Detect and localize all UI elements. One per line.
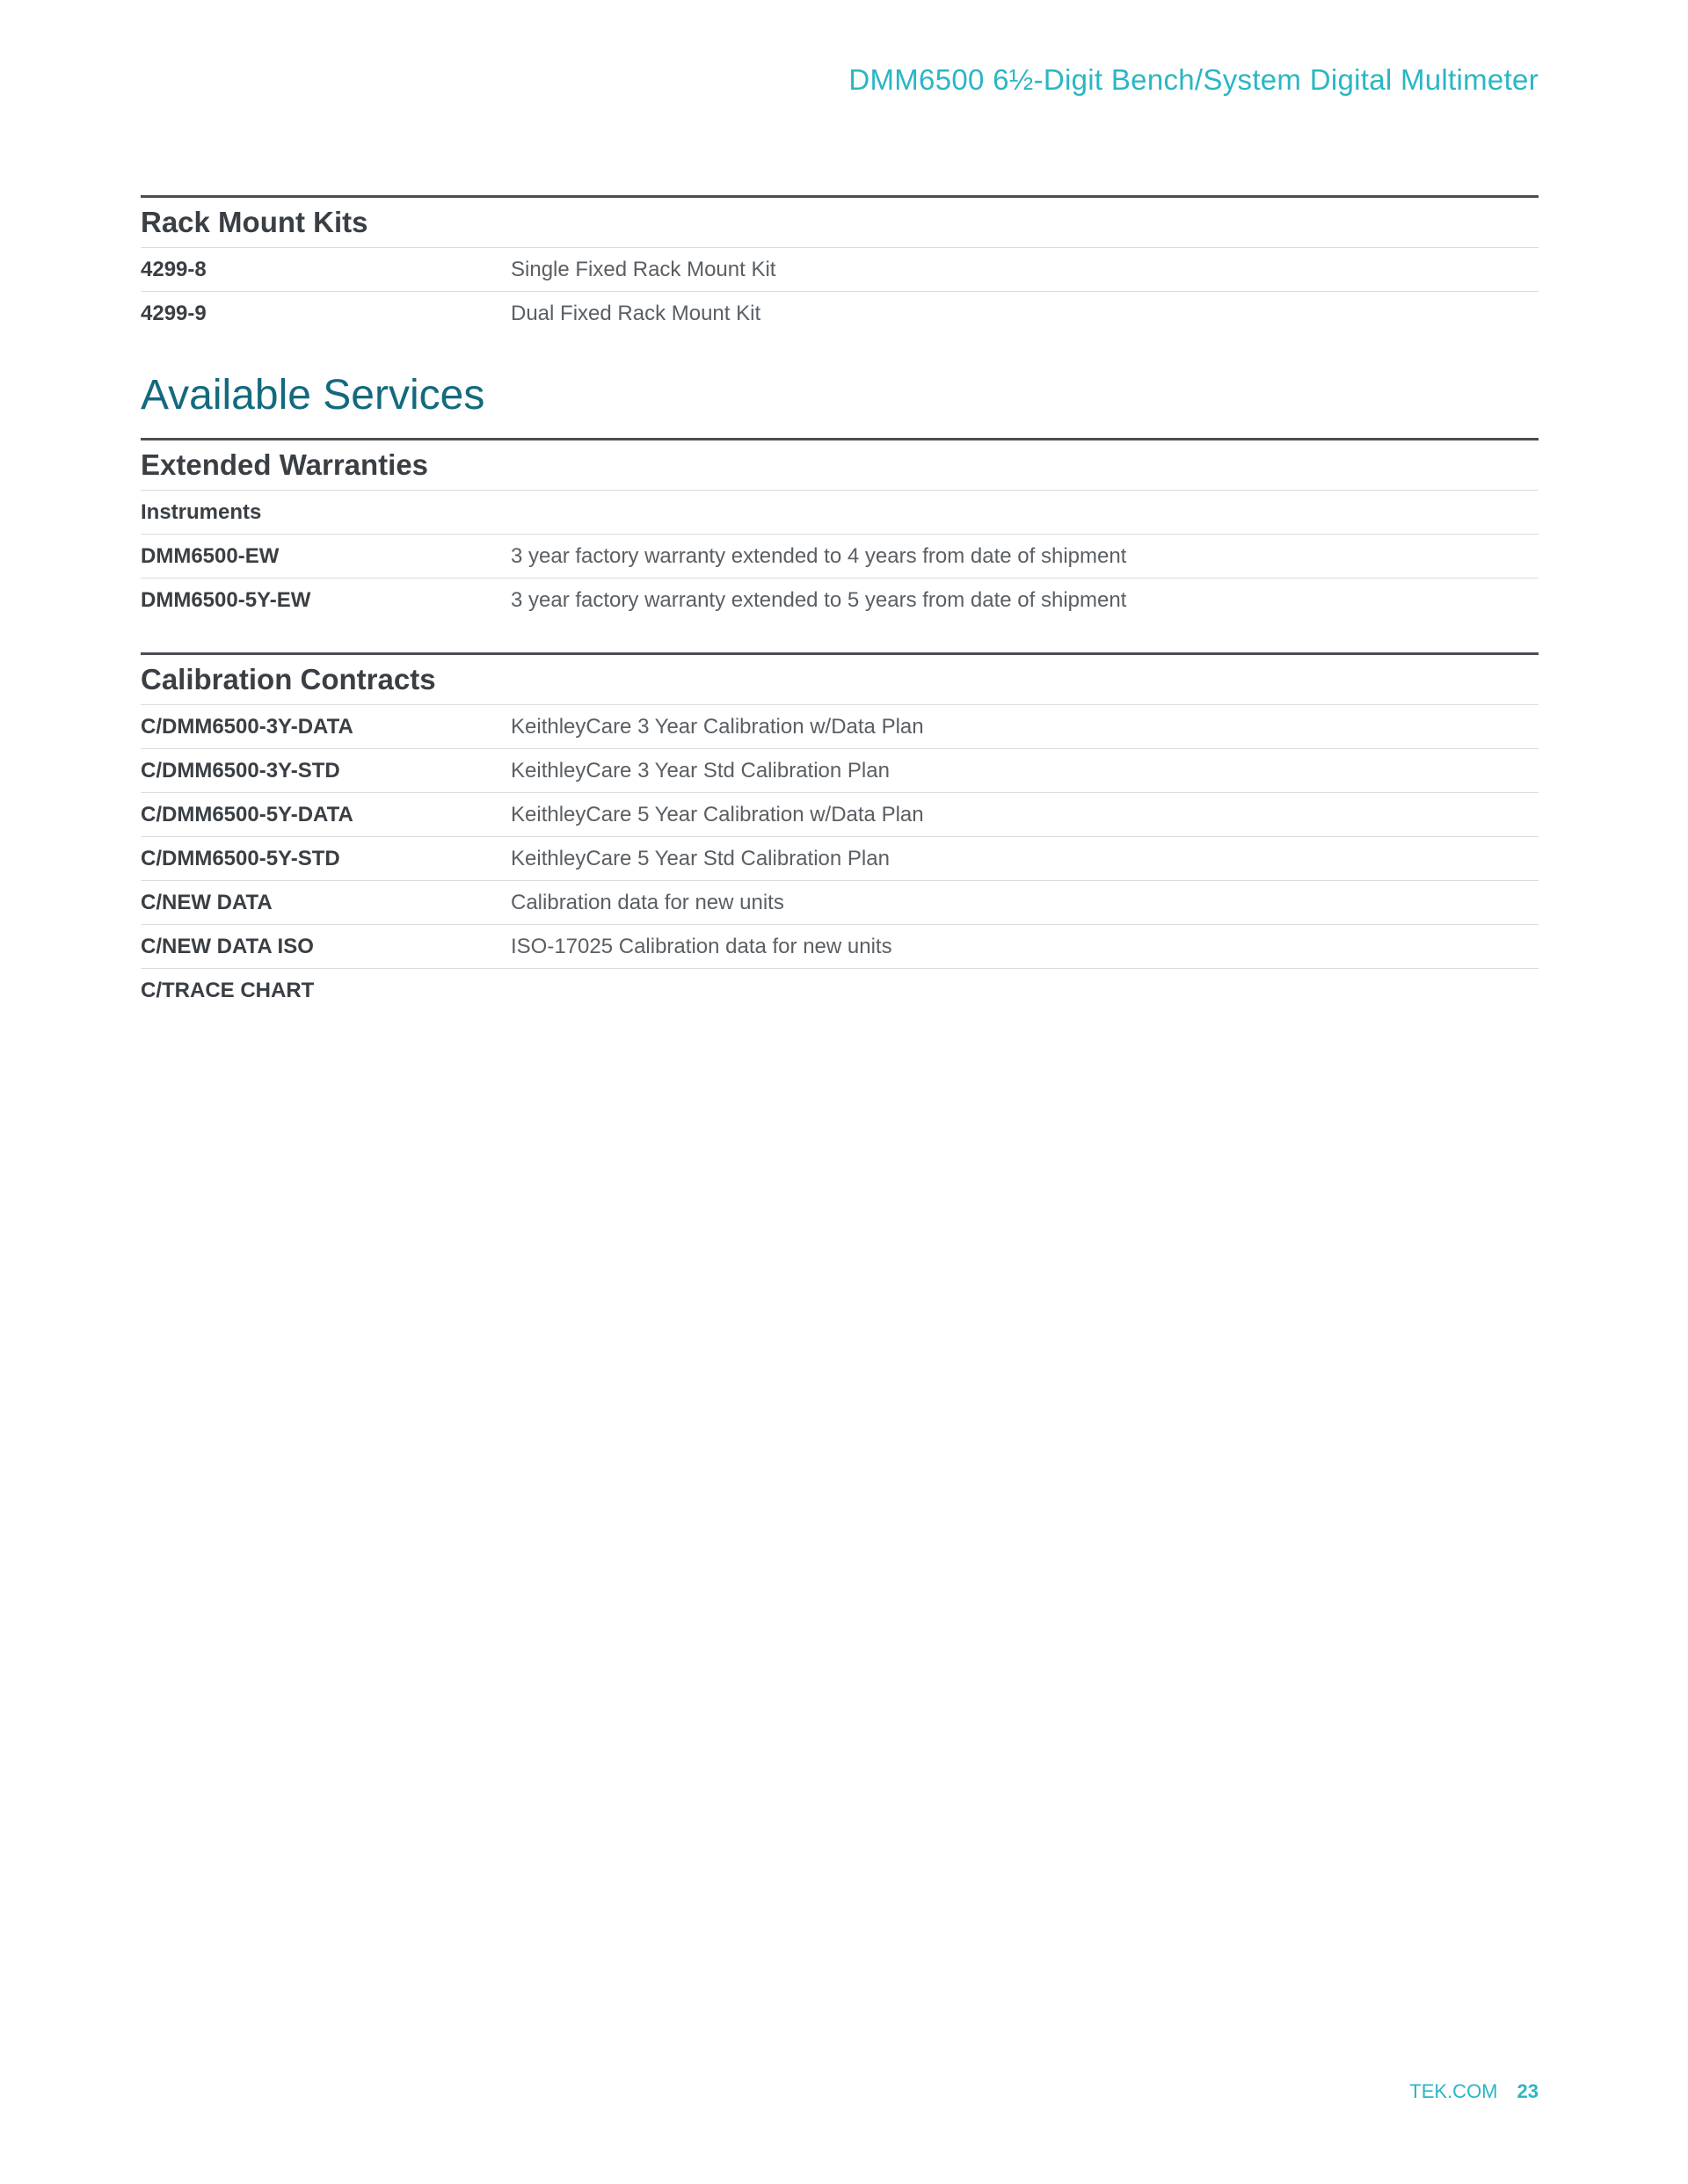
table-row bbox=[141, 579, 1539, 622]
table-row bbox=[141, 881, 1539, 925]
product-description: Calibration data for new units bbox=[511, 891, 784, 914]
product-description bbox=[511, 491, 1539, 534]
product-description: KeithleyCare 3 Year Std Calibration Plan bbox=[511, 759, 890, 783]
services-heading: Available Services bbox=[141, 372, 485, 419]
product-description: KeithleyCare 5 Year Std Calibration Plan bbox=[511, 847, 890, 870]
product-description: ISO-17025 Calibration data for new units bbox=[511, 935, 892, 958]
product-code: 4299-9 bbox=[141, 302, 207, 325]
table-row bbox=[141, 491, 1539, 535]
product-description: KeithleyCare 3 Year Calibration w/Data Plan bbox=[511, 715, 924, 739]
table-row bbox=[141, 837, 1539, 881]
product-code: C/DMM6500-5Y-DATA bbox=[141, 803, 353, 826]
section-heading-calibration-contracts: Calibration Contracts bbox=[141, 652, 1539, 705]
document-title: DMM6500 6½-Digit Bench/System Digital Multimeter bbox=[848, 63, 1539, 96]
table-row bbox=[141, 705, 1539, 749]
product-code: C/DMM6500-3Y-DATA bbox=[141, 715, 353, 739]
product-description: Single Fixed Rack Mount Kit bbox=[511, 258, 776, 281]
rack-mount-kits-table bbox=[141, 195, 1539, 335]
product-description: KeithleyCare 5 Year Calibration w/Data Plan bbox=[511, 803, 924, 826]
calibration-contracts-table bbox=[141, 652, 1539, 1012]
product-description: 3 year factory warranty extended to 5 years from date of shipment bbox=[511, 588, 1127, 612]
product-description: Dual Fixed Rack Mount Kit bbox=[511, 302, 761, 325]
page-number: 23 bbox=[1517, 2080, 1539, 2102]
table-row bbox=[141, 248, 1539, 292]
table-row bbox=[141, 292, 1539, 335]
product-code: DMM6500-EW bbox=[141, 544, 280, 568]
product-code: 4299-8 bbox=[141, 258, 207, 281]
table-row bbox=[141, 969, 1539, 1012]
product-description: 3 year factory warranty extended to 4 years from date of shipment bbox=[511, 544, 1127, 568]
product-code: C/NEW DATA ISO bbox=[141, 935, 314, 958]
extended-warranties-table bbox=[141, 438, 1539, 622]
product-code: C/DMM6500-3Y-STD bbox=[141, 759, 340, 783]
table-row bbox=[141, 793, 1539, 837]
product-code: C/TRACE CHART bbox=[141, 979, 315, 1002]
product-code: C/NEW DATA bbox=[141, 891, 273, 914]
category-label: Instruments bbox=[141, 500, 262, 524]
document-page bbox=[141, 0, 1539, 2184]
product-code: DMM6500-5Y-EW bbox=[141, 588, 311, 612]
footer-site-link[interactable]: TEK.COM bbox=[1409, 2080, 1498, 2102]
table-row bbox=[141, 925, 1539, 969]
page-footer bbox=[1409, 2080, 1539, 2103]
table-row bbox=[141, 749, 1539, 793]
product-code: C/DMM6500-5Y-STD bbox=[141, 847, 340, 870]
product-description bbox=[511, 969, 1539, 1012]
section-heading-rack-mount-kits: Rack Mount Kits bbox=[141, 195, 1539, 248]
table-row bbox=[141, 535, 1539, 579]
section-heading-extended-warranties: Extended Warranties bbox=[141, 438, 1539, 491]
